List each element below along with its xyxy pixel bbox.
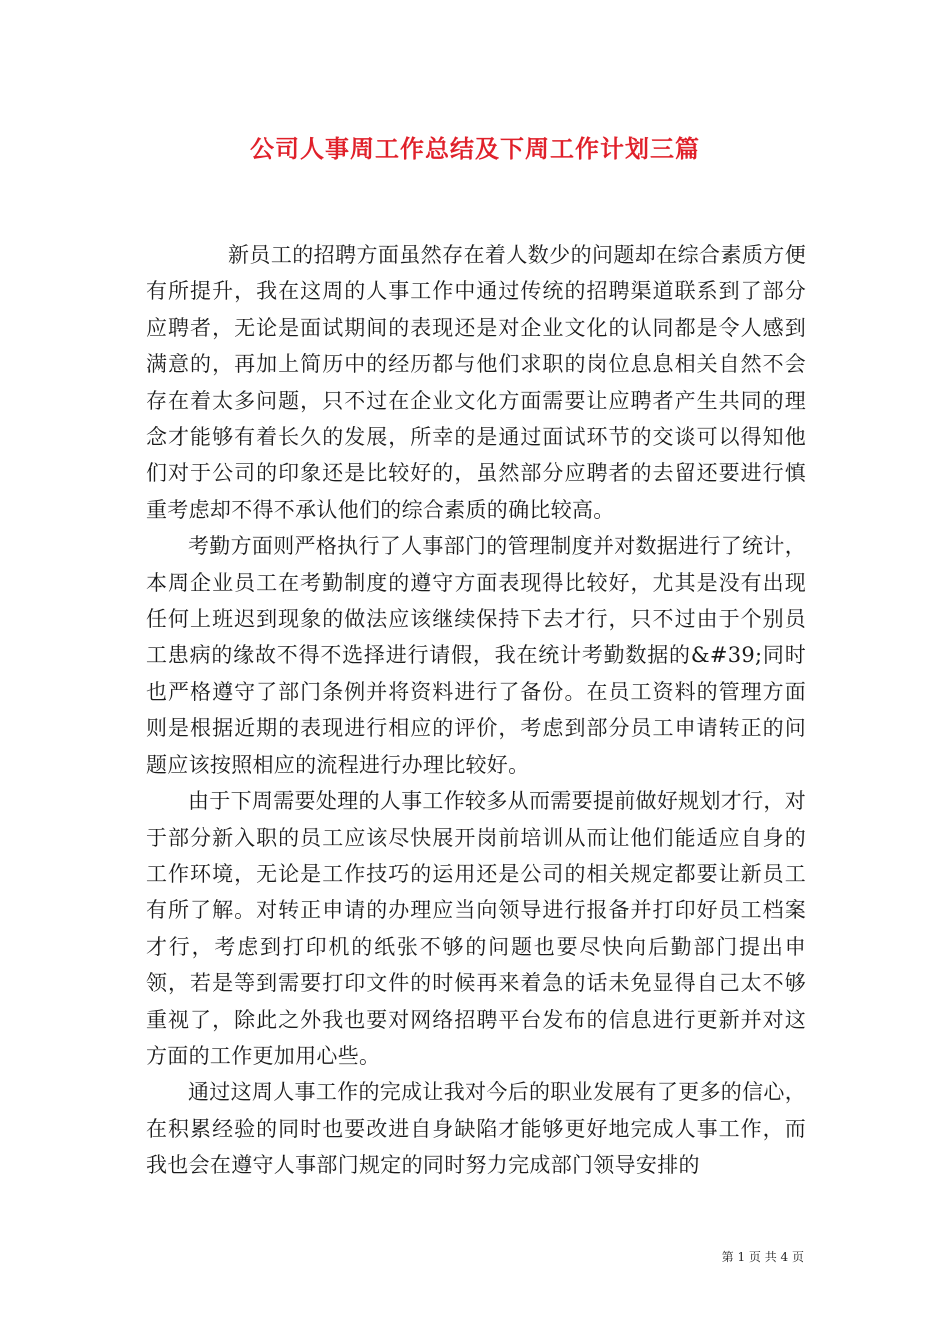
- paragraph-recruitment: 新员工的招聘方面虽然存在着人数少的问题却在综合素质方便有所提升，我在这周的人事工作中通过传统的招聘渠道联系到了部分应聘者，无论是面试期间的表现还是对企业文化的认同都是令人感到满意的，再加上简历中的经历都与他们求职的岗位息息相关自然不会存在着太多问题，只不过在企业文化方面需要让应聘者产生共同的理念才能够有着长久的发展，所幸的是通过面试环节的交谈可以得知他们对于公司的印象还是比较好的，虽然部分应聘者的去留还要进行慎重考虑却不得不承认他们的综合素质的确比较高。: [146, 243, 806, 522]
- paragraph-attendance: 考勤方面则严格执行了人事部门的管理制度并对数据进行了统计，本周企业员工在考勤制度的遵守方面表现得比较好，尤其是没有出现任何上班迟到现象的做法应该继续保持下去才行，只不过由于个别员工患病的缘故不得不选择进行请假，我在统计考勤数据的&#39;同时也严格遵守了部门条例并将资料进行了备份。在员工资料的管理方面则是根据近期的表现进行相应的评价，考虑到部分员工申请转正的问题应该按照相应的流程进行办理比较好。: [146, 534, 806, 777]
- paragraph-next-week-plan: 由于下周需要处理的人事工作较多从而需要提前做好规划才行，对于部分新入职的员工应该尽快展开岗前培训从而让他们能适应自身的工作环境，无论是工作技巧的运用还是公司的相关规定都要让新员工有所了解。对转正申请的办理应当向领导进行报备并打印好员工档案才行，考虑到打印机的纸张不够的问题也要尽快向后勤部门提出申领，若是等到需要打印文件的时候再来着急的话未免显得自己太不够重视了，除此之外我也要对网络招聘平台发布的信息进行更新并对这方面的工作更加用心些。: [146, 789, 806, 1068]
- paragraph-conclusion: 通过这周人事工作的完成让我对今后的职业发展有了更多的信心，在积累经验的同时也要改进自身缺陷才能够更好地完成人事工作，而我也会在遵守人事部门规定的同时努力完成部门领导安排的: [146, 1080, 806, 1178]
- document-body: [146, 237, 806, 1184]
- document-title: 公司人事周工作总结及下周工作计划三篇: [250, 134, 700, 163]
- page-number-footer: 第 1 页 共 4 页: [721, 1250, 804, 1264]
